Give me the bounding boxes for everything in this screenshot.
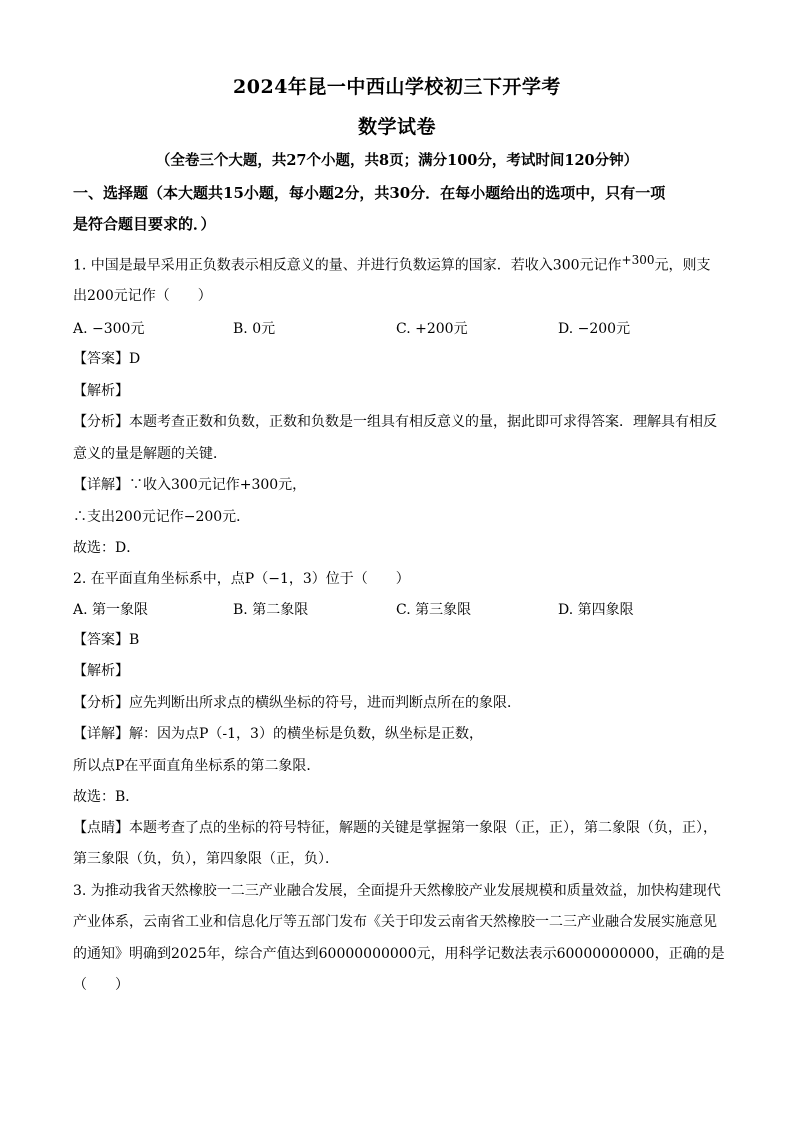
q2-detail-line2: 所以点P在平面直角坐标系的第二象限． — [73, 758, 321, 774]
q1-option-a: A. −300元 — [73, 321, 145, 337]
q1-option-d: D. −200元 — [558, 321, 631, 337]
q3-stem-line1: 3. 为推动我省天然橡胶一二三产业融合发展，全面提升天然橡胶产业发展规模和质量效益，加快构建现代 — [73, 883, 721, 899]
q1-analysis-line1: 【分析】本题考查正数和负数，正数和负数是一组具有相反意义的量，据此即可求得答案．理解具有相反 — [73, 414, 717, 430]
q1-stem-line1 — [73, 253, 711, 275]
q3-stem-line3: 的通知》明确到2025年，综合产值达到60000000000元，用科学记数法表示60000000000，正确的是 — [73, 946, 725, 962]
section-heading-line1: 一、选择题（本大题共15小题，每小题2分，共30分．在每小题给出的选项中，只有一项 — [73, 184, 666, 202]
q1-option-c: C. +200元 — [396, 321, 468, 337]
exam-info: （全卷三个大题，共27个小题，共8页；满分100分，考试时间120分钟） — [155, 152, 639, 169]
exam-subtitle: 数学试卷 — [357, 116, 436, 138]
q3-stem-line4: （ ） — [73, 977, 129, 993]
q1-stem-part2: 元，则支 — [654, 257, 711, 274]
q2-comment-line2: 第三象限（负，负），第四象限（正，负）． — [73, 851, 339, 867]
q2-analysis-line1: 【分析】应先判断出所求点的横纵坐标的符号，进而判断点所在的象限． — [73, 695, 521, 711]
q2-option-c: C. 第三象限 — [396, 602, 472, 618]
q1-answer: 【答案】D — [73, 351, 141, 367]
q1-choose: 故选：D． — [73, 540, 141, 556]
q1-stem-sup: +300 — [621, 253, 655, 267]
q1-analysis-head: 【解析】 — [73, 383, 129, 399]
q2-stem: 2. 在平面直角坐标系中，点P（−1，3）位于（ ） — [73, 571, 410, 587]
q1-analysis-line2: 意义的量是解题的关键． — [73, 446, 227, 462]
q2-option-a: A. 第一象限 — [73, 602, 149, 618]
q2-choose: 故选：B． — [73, 789, 140, 805]
q1-stem-line2: 出200元记作（ ） — [73, 288, 212, 304]
q2-option-d: D. 第四象限 — [558, 602, 634, 618]
q3-stem-line2: 产业体系，云南省工业和信息化厅等五部门发布《关于印发云南省天然橡胶一二三产业融合发展实施意见 — [73, 914, 717, 930]
section-heading-line2: 是符合题目要求的．） — [73, 215, 216, 233]
exam-title: 2024年昆一中西山学校初三下开学考 — [233, 76, 561, 98]
q2-detail-line1: 【详解】解：因为点P（-1，3）的横坐标是负数，纵坐标是正数， — [73, 726, 483, 742]
q2-option-b: B. 第二象限 — [233, 602, 309, 618]
q1-detail-line1: 【详解】∵收入300元记作+300元， — [73, 477, 307, 493]
q2-answer: 【答案】B — [73, 632, 140, 648]
q1-option-b: B. 0元 — [233, 321, 276, 337]
q1-detail-line2: ∴支出200元记作−200元． — [73, 509, 251, 525]
q1-stem-part1: 1. 中国是最早采用正负数表示相反意义的量、并进行负数运算的国家．若收入300元记作 — [73, 257, 622, 274]
q2-comment-line1: 【点睛】本题考查了点的坐标的符号特征，解题的关键是掌握第一象限（正，正），第二象限（负，正）， — [73, 820, 717, 836]
q2-analysis-head: 【解析】 — [73, 663, 129, 679]
